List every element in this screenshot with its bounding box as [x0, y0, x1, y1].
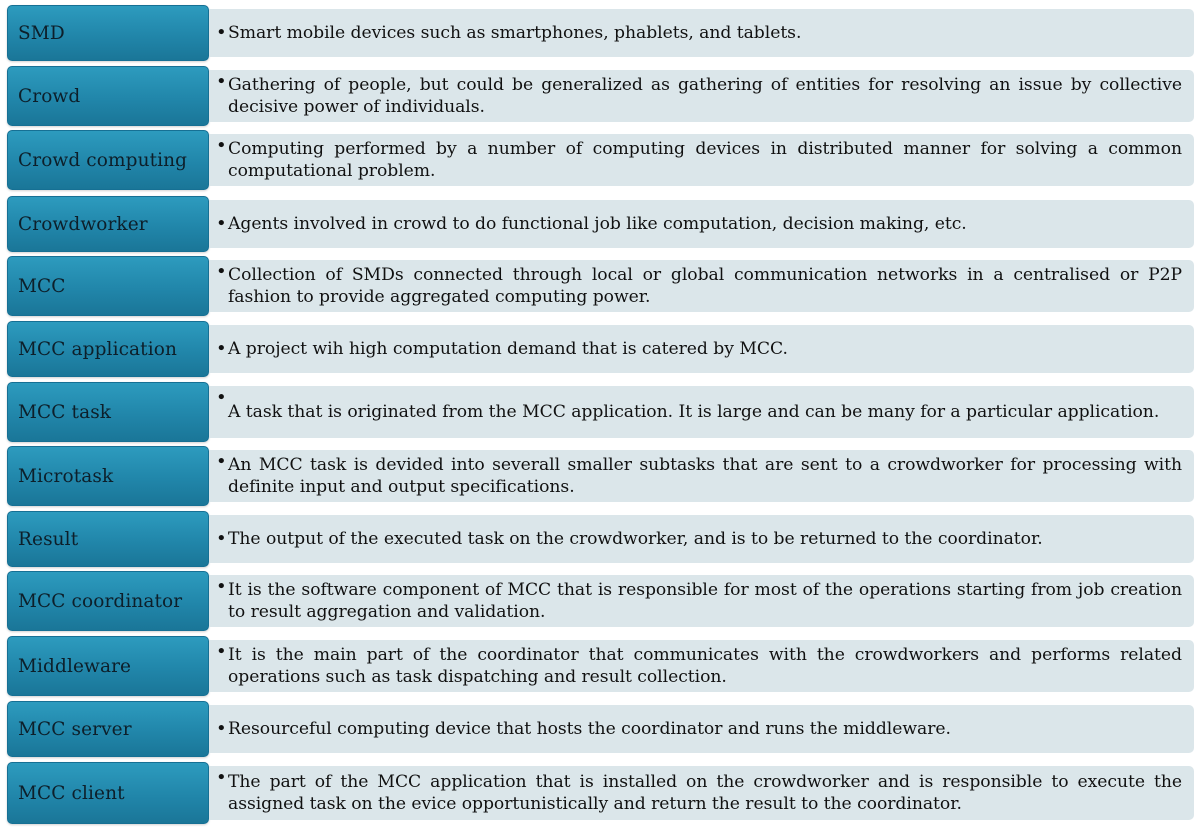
bullet-icon: • — [216, 641, 227, 662]
glossary-row-crowd — [0, 66, 1200, 126]
term-label: Result — [7, 511, 209, 567]
bullet-icon: • — [216, 576, 227, 597]
bullet-icon: • — [216, 767, 227, 788]
term-label: MCC server — [7, 701, 209, 757]
definition-text: An MCC task is devided into severall smaller subtasks that are sent to a crowdworker for processing with definite input and output specifications. — [228, 455, 1182, 497]
glossary-row-result — [0, 511, 1200, 567]
bullet-icon: • — [216, 71, 227, 92]
glossary-row-mcc-client — [0, 762, 1200, 824]
glossary-row-crowd-computing — [0, 130, 1200, 190]
bullet-icon: • — [216, 528, 227, 549]
definition-text: Collection of SMDs connected through local or global communication networks in a centralised or P2P fashion to provide aggregated computing power. — [228, 265, 1182, 307]
glossary-row-mcc-task — [0, 382, 1200, 442]
bullet-icon: • — [216, 22, 227, 43]
glossary-row-mcc — [0, 256, 1200, 316]
term-label: Crowd — [7, 66, 209, 126]
definition-text: Smart mobile devices such as smartphones, phablets, and tablets. — [228, 23, 802, 43]
term-label: SMD — [7, 5, 209, 61]
definition-box — [209, 325, 1194, 373]
bullet-icon: • — [216, 718, 227, 739]
definition-text: It is the software component of MCC that is responsible for most of the operations starting from job creation to result aggregation and validation. — [228, 580, 1182, 622]
term-label: Crowd computing — [7, 130, 209, 190]
term-label: MCC coordinator — [7, 571, 209, 631]
definition-text: The part of the MCC application that is installed on the crowdworker and is responsible to execute the assigned task on the evice opportunistically and return the result to the coordinator. — [228, 772, 1182, 814]
definition-text: It is the main part of the coordinator that communicates with the crowdworkers and performs related operations such as task dispatching and result collection. — [228, 645, 1182, 687]
glossary-row-mcc-server — [0, 701, 1200, 757]
bullet-icon: • — [216, 135, 227, 156]
bullet-icon: • — [216, 338, 227, 359]
definition-box — [209, 9, 1194, 57]
definition-box — [209, 200, 1194, 248]
term-label: Middleware — [7, 636, 209, 696]
glossary-row-smd — [0, 5, 1200, 61]
bullet-icon: • — [216, 387, 227, 408]
term-label: MCC client — [7, 762, 209, 824]
glossary-row-mcc-coordinator — [0, 571, 1200, 631]
definition-text: A task that is originated from the MCC application. It is large and can be many for a particular application. — [228, 402, 1160, 422]
definition-box — [209, 386, 1194, 438]
bullet-icon: • — [216, 261, 227, 282]
definition-box — [209, 575, 1194, 627]
term-label: MCC application — [7, 321, 209, 377]
term-label: Crowdworker — [7, 196, 209, 252]
term-label: MCC — [7, 256, 209, 316]
bullet-icon: • — [216, 213, 227, 234]
definition-box — [209, 640, 1194, 692]
glossary-row-microtask — [0, 446, 1200, 506]
definition-text: A project wih high computation demand that is catered by MCC. — [228, 339, 788, 359]
definition-box — [209, 705, 1194, 753]
definition-box — [209, 70, 1194, 122]
bullet-icon: • — [216, 451, 227, 472]
definition-text: Gathering of people, but could be generalized as gathering of entities for resolving an issue by collective decisive power of individuals. — [228, 75, 1182, 117]
glossary-row-crowdworker — [0, 196, 1200, 252]
definition-text: Agents involved in crowd to do functional job like computation, decision making, etc. — [228, 214, 967, 234]
definition-text: The output of the executed task on the crowdworker, and is to be returned to the coordinator. — [228, 529, 1043, 549]
definition-box — [209, 260, 1194, 312]
glossary-row-middleware — [0, 636, 1200, 696]
definition-box — [209, 766, 1194, 820]
term-label: Microtask — [7, 446, 209, 506]
definition-box — [209, 134, 1194, 186]
definition-text: Resourceful computing device that hosts the coordinator and runs the middleware. — [228, 719, 951, 739]
definition-box — [209, 450, 1194, 502]
definition-text: Computing performed by a number of computing devices in distributed manner for solving a common computational problem. — [228, 139, 1182, 181]
term-label: MCC task — [7, 382, 209, 442]
glossary-row-mcc-application — [0, 321, 1200, 377]
definition-box — [209, 515, 1194, 563]
